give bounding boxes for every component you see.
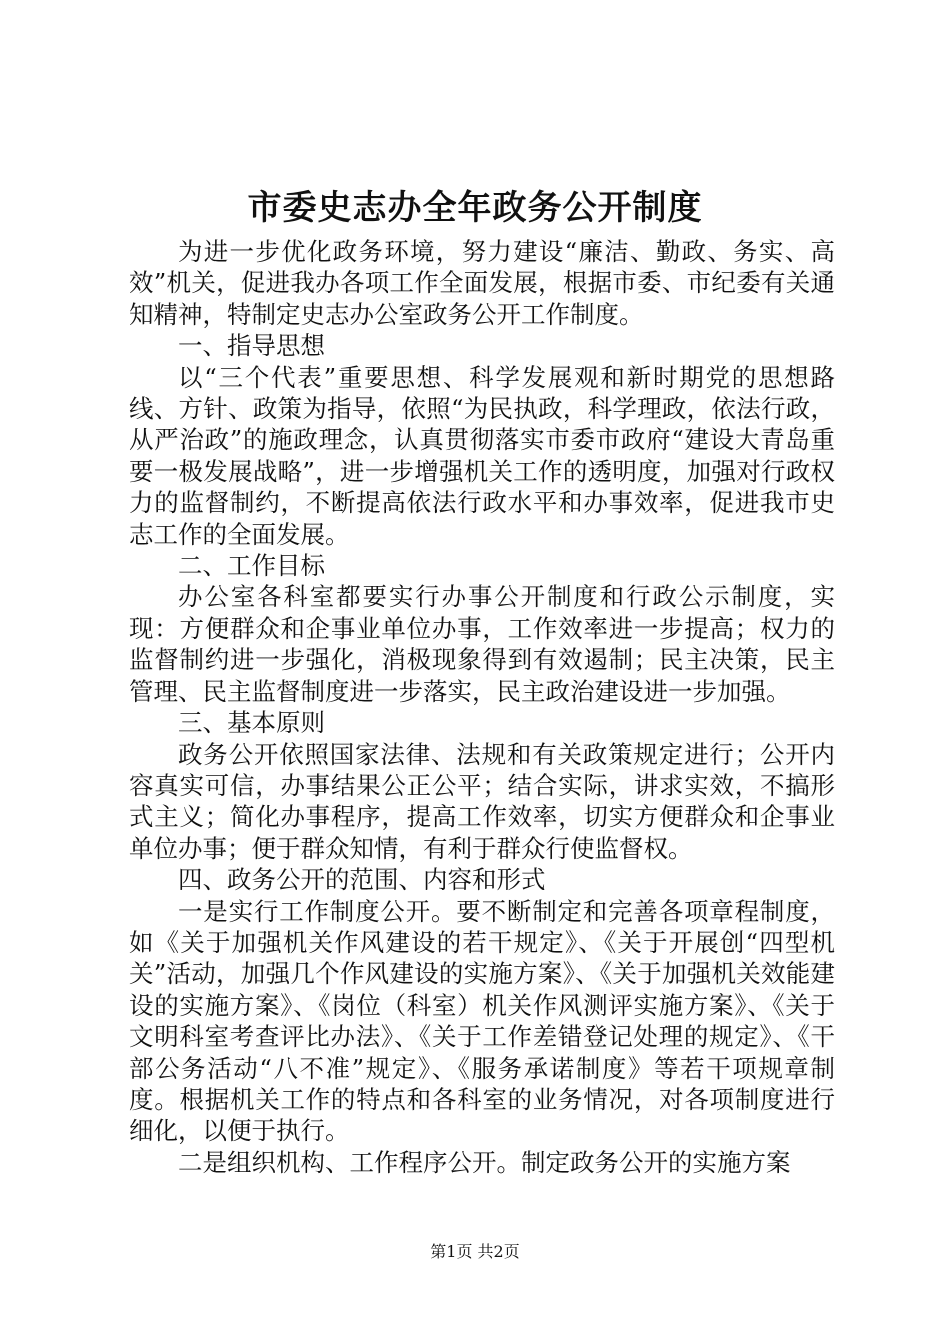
work-system-disclosure-paragraph: 一是实行工作制度公开。要不断制定和完善各项章程制度，如《关于加强机关作风建设的若干规定》、《关于开展创“四型机关”活动，加强几个作风建设的实施方案》、《关于加强机关效能建设的实施方案》、《岗位（科室）机关作风测评实施方案》、《关于文明科室考查评比办法》、《关于工作差错登记处理的规定》、《干部公务活动“八不准”规定》、《服务承诺制度》等若干项规章制度。根据机关工作的特点和各科室的业务情况，对各项制度进行细化，以便于执行。 <box>129 896 835 1146</box>
document-title: 市委史志办全年政务公开制度 <box>247 188 703 228</box>
section-heading-work-goals: 二、工作目标 <box>178 551 325 581</box>
basic-principles-paragraph: 政务公开依照国家法律、法规和有关政策规定进行；公开内容真实可信，办事结果公正公平；结合实际，讲求实效，不搞形式主义；简化办事程序，提高工作效率，切实方便群众和企事业单位办事；便于群众知情，有利于群众行使监督权。 <box>129 739 835 863</box>
guiding-thought-paragraph: 以“三个代表”重要思想、科学发展观和新时期党的思想路线、方针、政策为指导，依照“为民执政，科学理政，依法行政，从严治政”的施政理念，认真贯彻落实市委市政府“建设大青岛重要一极发展战略”，进一步增强机关工作的透明度，加强对行政权力的监督制约，不断提高依法行政水平和办事效率，促进我市史志工作的全面发展。 <box>129 362 835 549</box>
section-heading-scope-content-form: 四、政务公开的范围、内容和形式 <box>178 865 546 895</box>
section-heading-guiding-thought: 一、指导思想 <box>178 331 325 361</box>
organization-procedure-paragraph: 二是组织机构、工作程序公开。制定政务公开的实施方案 <box>178 1147 791 1177</box>
document-body <box>129 236 835 1178</box>
intro-paragraph: 为进一步优化政务环境，努力建设“廉洁、勤政、务实、高效”机关，促进我办各项工作全面发展，根据市委、市纪委有关通知精神，特制定史志办公室政务公开工作制度。 <box>129 237 835 329</box>
work-goals-paragraph: 办公室各科室都要实行办事公开制度和行政公示制度，实现：方便群众和企事业单位办事，工作效率进一步提高；权力的监督制约进一步强化，消极现象得到有效遏制；民主决策，民主管理、民主监督制度进一步落实，民主政治建设进一步加强。 <box>129 582 835 706</box>
section-heading-basic-principles: 三、基本原则 <box>178 708 325 738</box>
page-footer: 第1页 共2页 <box>430 1242 520 1261</box>
